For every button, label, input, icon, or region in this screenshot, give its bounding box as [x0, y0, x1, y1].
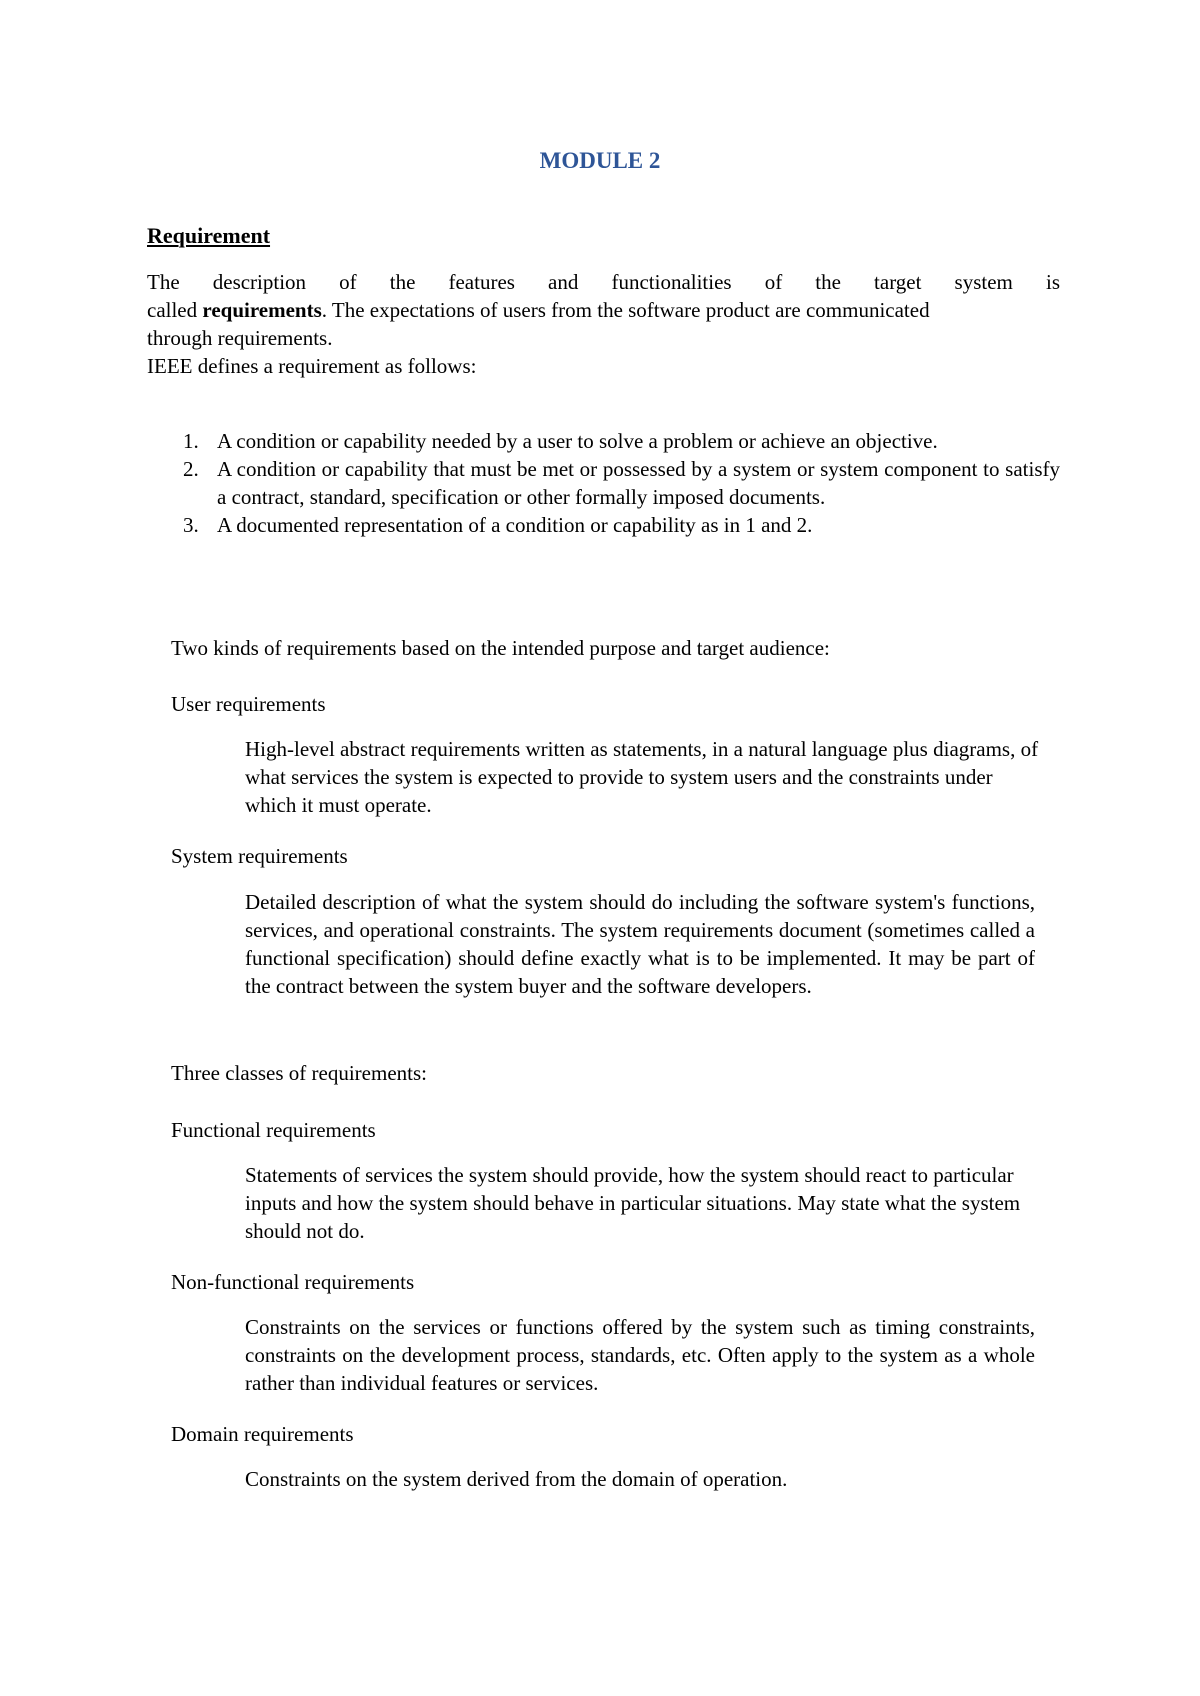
intro-line-2-pre: called — [147, 298, 203, 322]
intro-line-2-post: . The expectations of users from the software product are communicated — [321, 298, 930, 322]
functional-requirements-text: Statements of services the system should provide, how the system should react to particular inputs and how the system should behave in particular situations. May state what the system should not do. — [245, 1163, 1021, 1243]
list-item-text: A condition or capability needed by a user to solve a problem or achieve an objective. — [217, 429, 938, 453]
requirements-term: requirements — [202, 298, 322, 322]
list-item — [147, 455, 1060, 511]
ieee-definition-list — [147, 427, 1060, 539]
system-requirements-text: Detailed description of what the system should do including the software system's functions, services, and operational constraints. The system requirements document (sometimes called a functional specification) should define exactly what is to be implemented. It may be part of the contract between the system buyer and the software developers. — [245, 890, 1035, 998]
nonfunctional-requirements-text: Constraints on the services or functions offered by the system such as timing constraints, constraints on the development process, standards, etc. Often apply to the system as a whole rather than individual features or services. — [245, 1315, 1035, 1395]
domain-requirements-text: Constraints on the system derived from the domain of operation. — [245, 1467, 788, 1491]
user-requirements-text: High-level abstract requirements written as statements, in a natural language plus diagrams, of what services the system is expected to provide to system users and the constraints under which it must operate. — [245, 737, 1039, 817]
intro-paragraph — [147, 268, 1060, 380]
list-item-number: 3. — [183, 513, 199, 537]
list-item-text: A documented representation of a condition or capability as in 1 and 2. — [217, 513, 813, 537]
domain-requirements-title: Domain requirements — [171, 1422, 354, 1446]
two-kinds-intro: Two kinds of requirements based on the intended purpose and target audience: — [171, 636, 830, 660]
functional-requirements-title: Functional requirements — [171, 1118, 376, 1142]
system-requirements-title: System requirements — [171, 844, 348, 868]
three-classes-intro: Three classes of requirements: — [171, 1061, 427, 1085]
list-item — [147, 511, 1060, 539]
intro-line-4: IEEE defines a requirement as follows: — [147, 354, 477, 378]
section-heading: Requirement — [147, 223, 271, 248]
intro-line-1: The description of the features and functionalities of the target system is — [147, 270, 1060, 294]
list-item-text: A condition or capability that must be met or possessed by a system or system component to satisfy a contract, standard, specification or other formally imposed documents. — [217, 457, 1060, 509]
list-item-number: 2. — [183, 457, 199, 481]
module-title: MODULE 2 — [539, 148, 661, 173]
nonfunctional-requirements-title: Non-functional requirements — [171, 1270, 415, 1294]
user-requirements-title: User requirements — [171, 692, 326, 716]
intro-line-3: through requirements. — [147, 326, 333, 350]
list-item-number: 1. — [183, 429, 199, 453]
intro-line-2 — [147, 296, 1060, 324]
list-item — [147, 427, 1060, 455]
